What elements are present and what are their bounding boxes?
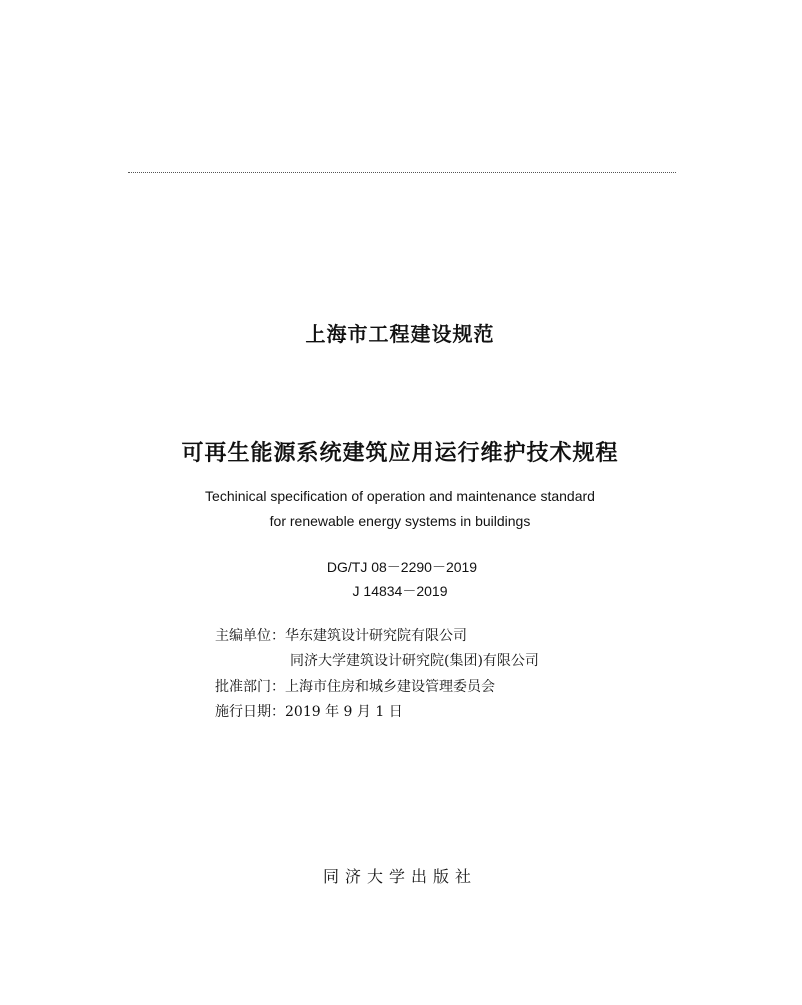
editor-name-2: 同济大学建筑设计研究院(集团)有限公司 bbox=[290, 653, 539, 669]
editor-row bbox=[215, 625, 467, 645]
approver-label: 批准部门： bbox=[215, 679, 285, 695]
standard-code: DG/TJ 08－2290－2019 bbox=[326, 559, 478, 575]
approver-name: 上海市住房和城乡建设管理委员会 bbox=[285, 679, 495, 695]
document-title-en-line1: Techinical specification of operation and maintenance standard bbox=[205, 488, 595, 504]
effective-date-label: 施行日期： bbox=[215, 704, 285, 720]
approver-row bbox=[215, 676, 495, 696]
publisher-name: 同济大学出版社 bbox=[322, 867, 477, 886]
editor-label: 主编单位： bbox=[215, 628, 285, 644]
editor-row-2 bbox=[290, 650, 539, 670]
document-title-zh: 可再生能源系统建筑应用运行维护技术规程 bbox=[181, 441, 619, 466]
header-dotted-rule bbox=[128, 172, 676, 173]
record-code: J 14834－2019 bbox=[352, 583, 448, 599]
effective-date-row bbox=[215, 701, 403, 721]
series-title: 上海市工程建设规范 bbox=[305, 322, 495, 346]
effective-date: 2019 年 9 月 1 日 bbox=[285, 704, 403, 720]
document-title-en-line2: for renewable energy systems in buildings bbox=[269, 513, 531, 529]
publisher-clip bbox=[0, 864, 800, 886]
editor-name-1: 华东建筑设计研究院有限公司 bbox=[285, 628, 467, 644]
